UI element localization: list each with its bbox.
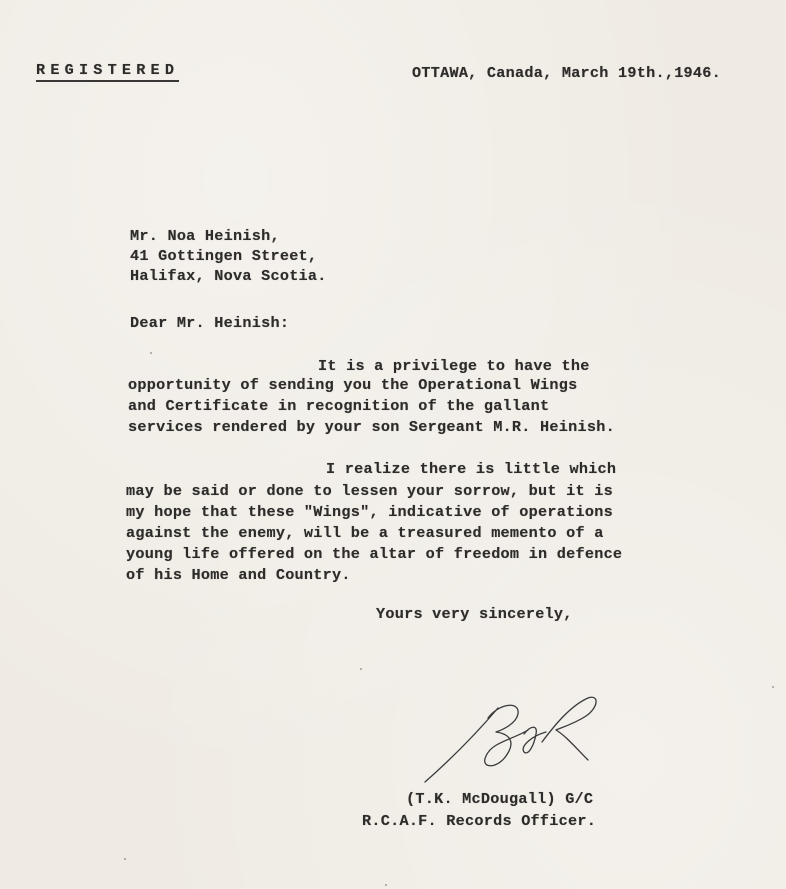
recipient-street: 41 Gottingen Street, <box>130 247 318 265</box>
recipient-name: Mr. Noa Heinish, <box>130 227 280 245</box>
paper-speck <box>150 352 152 354</box>
closing: Yours very sincerely, <box>376 605 573 623</box>
paper-speck <box>360 668 362 670</box>
paragraph-1-line: opportunity of sending you the Operational Wings <box>128 376 578 394</box>
paper-speck <box>772 686 774 688</box>
paragraph-1-line: services rendered by your son Sergeant M.R. Heinish. <box>128 418 615 436</box>
registered-stamp <box>36 61 179 79</box>
paragraph-2-line: of his Home and Country. <box>126 566 351 584</box>
paragraph-1-line: It is a privilege to have the <box>318 357 590 375</box>
paragraph-2-line: may be said or done to lessen your sorrow, but it is <box>126 482 613 500</box>
signatory-title: R.C.A.F. Records Officer. <box>362 812 597 830</box>
paper-speck <box>124 858 126 860</box>
paragraph-2-line: young life offered on the altar of freedom in defence <box>126 545 623 563</box>
salutation: Dear Mr. Heinish: <box>130 314 290 332</box>
handwritten-signature-icon <box>420 690 620 790</box>
dateline: OTTAWA, Canada, March 19th.,1946. <box>412 64 722 82</box>
paper-speck <box>385 884 387 886</box>
paragraph-2-line: my hope that these "Wings", indicative of operations <box>126 503 613 521</box>
paragraph-1-line: and Certificate in recognition of the gallant <box>128 397 550 415</box>
signatory-name: (T.K. McDougall) G/C <box>406 790 594 808</box>
registered-stamp-text: REGISTERED <box>36 61 179 82</box>
paragraph-2-line: against the enemy, will be a treasured memento of a <box>126 524 604 542</box>
recipient-city: Halifax, Nova Scotia. <box>130 267 327 285</box>
paragraph-2-line: I realize there is little which <box>326 460 617 478</box>
